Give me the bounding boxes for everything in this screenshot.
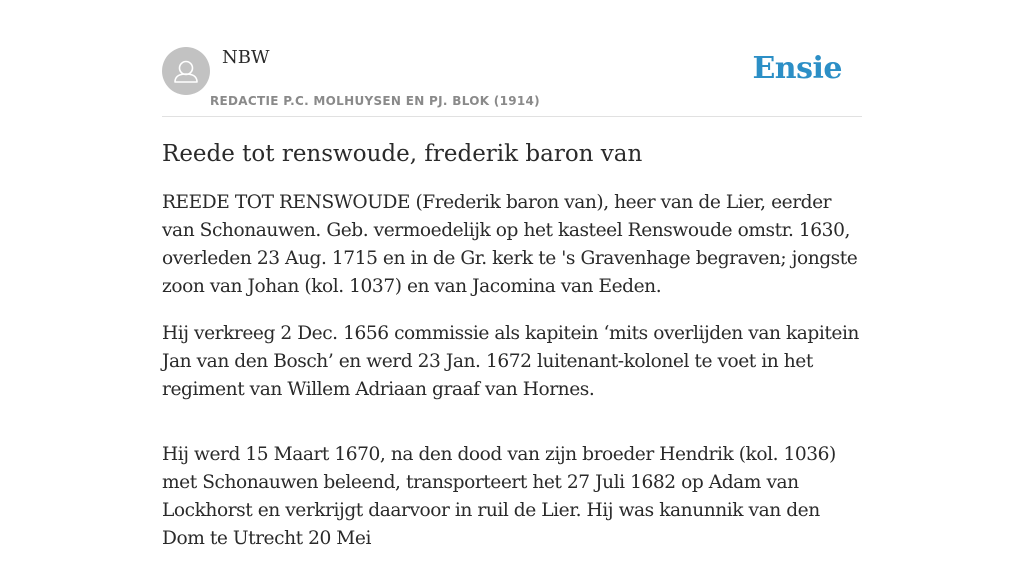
- author-subtitle: REDACTIE P.C. MOLHUYSEN EN PJ. BLOK (1914): [210, 94, 540, 108]
- article-body: [162, 138, 862, 572]
- author-avatar[interactable]: [162, 47, 210, 95]
- author-name[interactable]: NBW: [222, 47, 270, 68]
- article-paragraph: REEDE TOT RENSWOUDE (Frederik baron van), heer van de Lier, eerder van Schonauwen. Geb. vermoedelijk op het kasteel Renswoude omstr. 1630, overleden 23 Aug. 1715 en in de Gr. kerk te 's Gravenhage begraven; jongste zoon van Johan (kol. 1037) en van Jacomina van Eeden.: [162, 192, 858, 297]
- article-paragraph: Hij werd 15 Maart 1670, na den dood van zijn broeder Hendrik (kol. 1036) met Schonauwen beleend, transporteert het 27 Juli 1682 op Adam van Lockhorst en verkrijgt daarvoor in ruil de Lier. Hij was kanunnik van den Dom te Utrecht 20 Mei: [162, 444, 836, 549]
- article-header: [162, 0, 862, 117]
- article-paragraph: Hij verkreeg 2 Dec. 1656 commissie als kapitein ‘mits overlijden van kapitein Jan van den Bosch’ en werd 23 Jan. 1672 luitenant-kolonel te voet in het regiment van Willem Adriaan graaf van Hornes.: [162, 323, 859, 400]
- user-silhouette-icon: [162, 47, 210, 95]
- ensie-logo-link[interactable]: Ensie: [752, 51, 842, 86]
- article-title: Reede tot renswoude, frederik baron van: [162, 141, 643, 167]
